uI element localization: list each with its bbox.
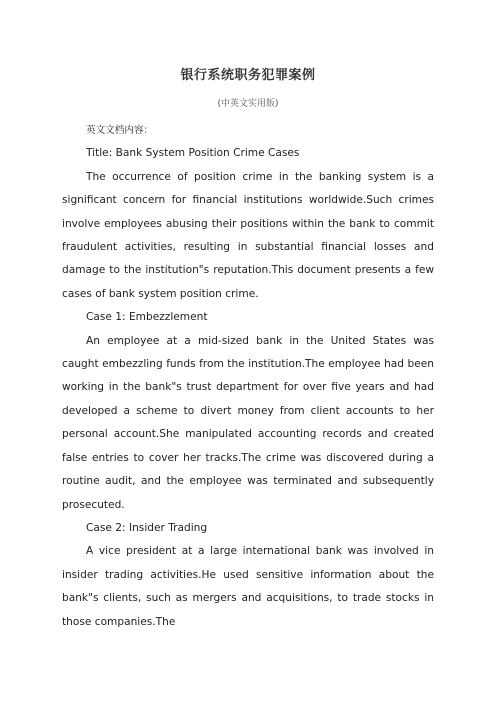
document-body <box>62 119 434 634</box>
section-label: 英文文档内容： <box>86 125 154 136</box>
case-1-heading: Case 1: Embezzlement <box>86 311 208 324</box>
intro-paragraph: The occurrence of position crime in the banking system is a significant concern for financial institutions worldwide.Such crimes involve employees abusing their positions within the bank to commit fraudulent activities, resulting in substantial financial losses and damage to the institution"s reputation.This document presents a few cases of bank system position crime. <box>62 170 434 300</box>
case-1-paragraph: An employee at a mid-sized bank in the United States was caught embezzling funds from the institution.The employee had been working in the bank"s trust department for over five years and had developed a scheme to divert money from client accounts to her personal account.She manipulated accounting records and created false entries to cover her tracks.The crime was discovered during a routine audit, and the employee was terminated and subsequently prosecuted. <box>62 334 434 511</box>
document-title: 银行系统职务犯罪案例 <box>180 68 316 83</box>
case-2-paragraph: A vice president at a large international bank was involved in insider trading activities.He used sensitive information about the bank"s clients, such as mergers and acquisitions, to trade stocks in those companies.The <box>62 545 434 628</box>
case-2-heading: Case 2: Insider Trading <box>86 521 208 534</box>
document-subtitle: (中英文实用版) <box>217 99 279 109</box>
english-title-line: Title: Bank System Position Crime Cases <box>86 147 300 160</box>
